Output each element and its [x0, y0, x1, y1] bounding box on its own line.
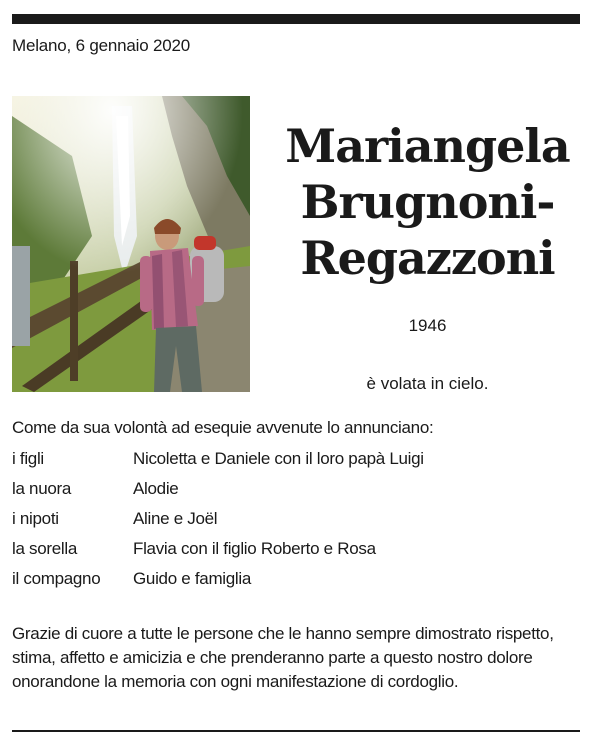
family-row [12, 477, 582, 507]
family-names: Aline e Joël [133, 509, 218, 528]
family-names: Flavia con il figlio Roberto e Rosa [133, 539, 376, 558]
name-line-1: Mariangela [285, 119, 570, 173]
top-rule [12, 14, 580, 24]
family-names: Alodie [133, 479, 179, 498]
family-row [12, 567, 582, 597]
deceased-name [270, 118, 585, 286]
place-date: Melano, 6 gennaio 2020 [12, 36, 191, 55]
family-relation: la nuora [12, 479, 72, 498]
bottom-rule [12, 730, 580, 732]
family-list [12, 447, 582, 597]
portrait-photo [12, 96, 250, 392]
family-relation: i nipoti [12, 509, 59, 528]
family-relation: i figli [12, 449, 44, 468]
status-text: è volata in cielo. [366, 374, 489, 393]
family-names: Nicoletta e Daniele con il loro papà Luigi [133, 449, 424, 468]
family-relation: il compagno [12, 569, 101, 588]
family-row [12, 447, 582, 477]
family-row [12, 507, 582, 537]
name-line-2: Brugnoni- [300, 175, 555, 229]
birth-year: 1946 [408, 316, 447, 335]
family-relation: la sorella [12, 539, 78, 558]
family-row [12, 537, 582, 567]
name-line-3: Regazzoni [300, 231, 555, 285]
announcement-intro: Come da sua volontà ad esequie avvenute lo annunciano: [12, 418, 434, 437]
thanks-paragraph: Grazie di cuore a tutte le persone che le hanno sempre dimostrato rispetto, stima, affetto e amicizia e che prenderanno parte a questo nostro dolore onorandone la memoria con ogni manifestazione di cordoglio. [12, 624, 554, 691]
family-names: Guido e famiglia [133, 569, 252, 588]
